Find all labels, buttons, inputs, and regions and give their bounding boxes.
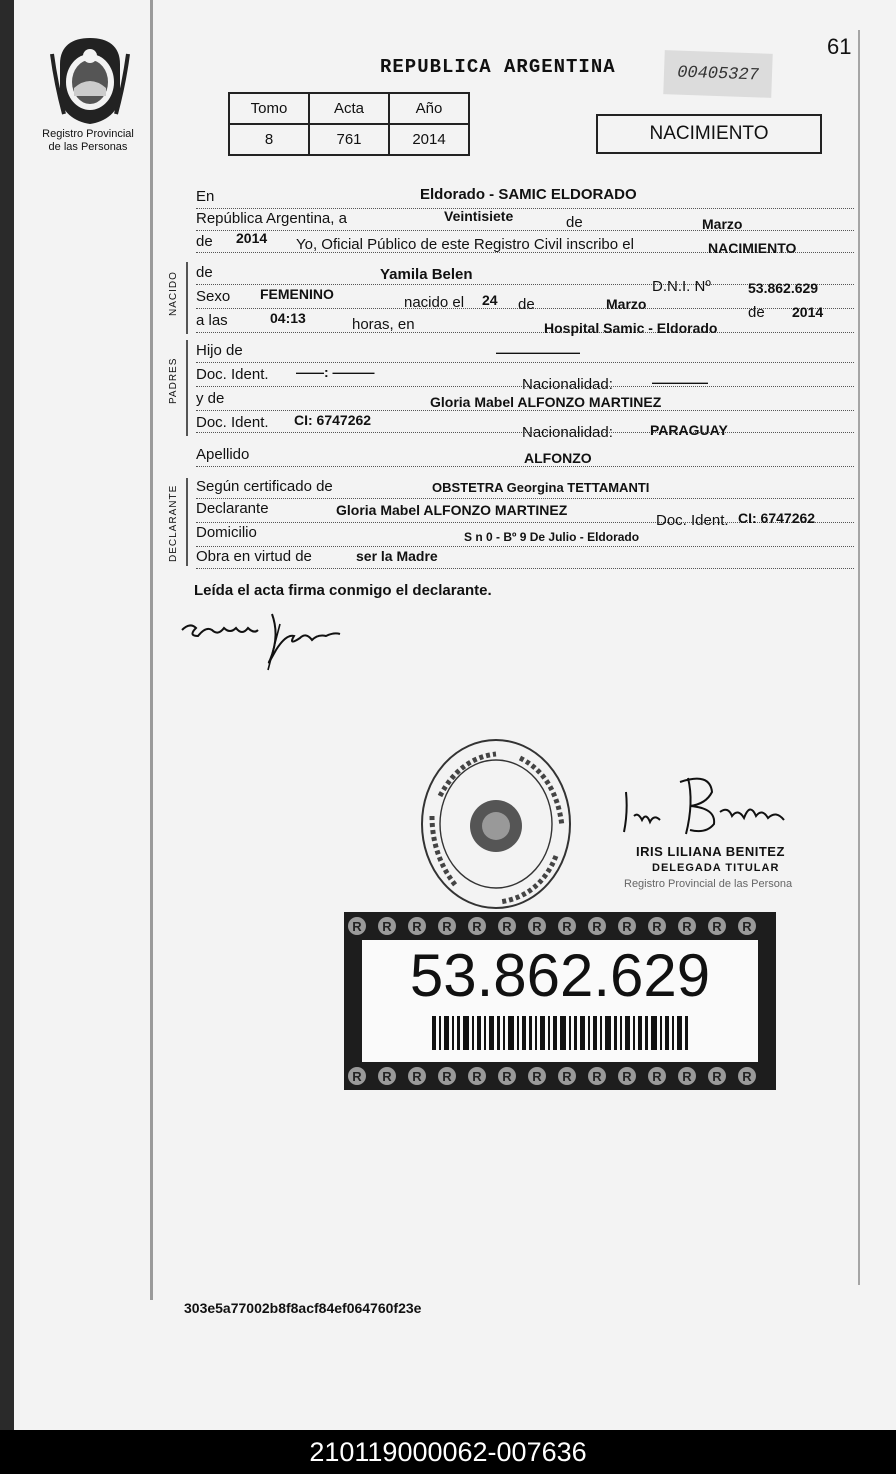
row-mother <box>196 388 854 411</box>
value-declarante-doc: CI: 6747262 <box>738 510 816 526</box>
row-mother-doc <box>196 410 854 441</box>
label-hijo-de: Hijo de <box>196 342 243 359</box>
header-tomo: Tomo <box>229 93 309 124</box>
document-hash: 303e5a77002b8f8acf84ef064760f23e <box>184 1300 422 1316</box>
registry-caption-line1: Registro Provincial <box>42 128 134 140</box>
value-birth-time: 04:13 <box>270 310 306 326</box>
label-sexo: Sexo <box>196 288 231 305</box>
r-pattern-icon: R <box>528 917 546 935</box>
r-pattern-icon: R <box>738 917 756 935</box>
value-tomo: 8 <box>229 124 309 155</box>
page-number: 61 <box>827 34 852 59</box>
serial-number: 00405327 <box>663 50 772 98</box>
r-pattern-icon: R <box>618 1067 636 1085</box>
value-domicilio: S n 0 - Bº 9 De Julio - Eldorado <box>464 530 640 544</box>
value-apellido: ALFONZO <box>524 450 592 466</box>
closing-statement: Leída el acta firma conmigo el declarante. <box>194 582 492 599</box>
r-pattern-icon: R <box>648 917 666 935</box>
value-father: —————— <box>496 344 580 360</box>
r-pattern-icon: R <box>378 917 396 935</box>
r-pattern-icon: R <box>588 1067 606 1085</box>
section-label-declarante: DECLARANTE <box>168 484 179 562</box>
label-segun: Según certificado de <box>196 478 333 495</box>
label-doc-ident2: Doc. Ident. <box>196 414 269 431</box>
label-obra: Obra en virtud de <box>196 548 312 565</box>
value-mother: Gloria Mabel ALFONZO MARTINEZ <box>430 394 662 410</box>
value-month: Marzo <box>702 216 743 232</box>
official-title: DELEGADA TITULAR <box>652 862 780 874</box>
value-anio: 2014 <box>389 124 469 155</box>
r-pattern-icon: R <box>438 917 456 935</box>
value-father-doc: ——: ——— <box>296 364 375 380</box>
footer-id: 210119000062-007636 <box>0 1430 896 1474</box>
section-label-nacido: NACIDO <box>168 271 179 316</box>
label-republica: República Argentina, a <box>196 210 347 227</box>
value-obra: ser la Madre <box>356 548 438 564</box>
label-doc-ident3: Doc. Ident. <box>656 512 729 529</box>
r-pattern-icon: R <box>348 917 366 935</box>
value-year: 2014 <box>236 230 268 246</box>
value-birth-day: 24 <box>482 292 498 308</box>
barcode-number: 53.862.629 <box>409 942 711 1009</box>
value-declarante: Gloria Mabel ALFONZO MARTINEZ <box>336 502 568 518</box>
r-pattern-icon: R <box>588 917 606 935</box>
scan-edge <box>0 0 14 1430</box>
r-pattern-icon: R <box>738 1067 756 1085</box>
label-y-de: y de <box>196 390 225 407</box>
r-pattern-icon: R <box>378 1067 396 1085</box>
label-apellido: Apellido <box>196 446 250 463</box>
label-de-name: de <box>196 264 213 281</box>
label-domicilio: Domicilio <box>196 524 257 541</box>
r-pattern-icon: R <box>498 1067 516 1085</box>
row-anio <box>196 230 854 256</box>
row-certificado <box>196 476 854 499</box>
r-pattern-icon: R <box>498 917 516 935</box>
r-pattern-icon: R <box>678 917 696 935</box>
r-pattern-icon: R <box>708 1067 726 1085</box>
value-acta: 761 <box>309 124 389 155</box>
label-a-las: a las <box>196 312 228 329</box>
document-type-box: NACIMIENTO <box>596 114 822 154</box>
value-dni: 53.862.629 <box>748 280 819 296</box>
barcode-inner <box>362 940 758 1062</box>
page-edge-line <box>858 30 860 1285</box>
row-republica <box>196 208 854 231</box>
r-pattern-icon: R <box>528 1067 546 1085</box>
page-title: REPUBLICA ARGENTINA <box>380 56 616 78</box>
registry-caption-line2: de las Personas <box>48 141 128 153</box>
section-divider-padres <box>186 340 188 436</box>
r-pattern-icon: R <box>618 917 636 935</box>
official-registry: Registro Provincial de las Persona <box>624 878 793 890</box>
inscription-text: Yo, Oficial Público de este Registro Civil inscribo el <box>296 236 634 253</box>
label-nacido-el: nacido el <box>404 294 465 311</box>
row-domicilio <box>196 524 854 547</box>
value-father-nat: ———— <box>652 374 708 390</box>
value-child-name: Yamila Belen <box>380 266 473 283</box>
table-header-row <box>229 93 469 124</box>
row-nacido-hora <box>196 310 854 336</box>
label-nacionalidad: Nacionalidad: <box>522 376 613 393</box>
value-mother-nat: PARAGUAY <box>650 422 728 438</box>
row-father-doc <box>196 364 854 393</box>
label-horas-en: horas, en <box>352 316 415 333</box>
label-de-year: de <box>196 233 213 250</box>
value-mother-doc: CI: 6747262 <box>294 412 372 428</box>
declarant-signature <box>176 606 356 674</box>
r-pattern-icon: R <box>558 1067 576 1085</box>
header-acta: Acta <box>309 93 389 124</box>
r-pattern-icon: R <box>348 1067 366 1085</box>
r-pattern-icon: R <box>708 917 726 935</box>
registry-seal-stamp-icon <box>416 736 576 916</box>
official-name: IRIS LILIANA BENITEZ <box>636 844 785 859</box>
label-doc-ident: Doc. Ident. <box>196 366 269 383</box>
value-en: Eldorado - SAMIC ELDORADO <box>420 186 637 203</box>
table-row <box>229 124 469 155</box>
r-pattern-icon: R <box>468 1067 486 1085</box>
row-apellido <box>196 444 854 467</box>
label-dni: D.N.I. Nº <box>652 278 711 295</box>
registry-caption <box>28 128 148 154</box>
value-day: Veintisiete <box>444 208 514 224</box>
record-meta-table <box>228 92 470 156</box>
label-en: En <box>196 188 215 205</box>
row-declarante <box>196 500 854 529</box>
value-birth-month: Marzo <box>606 296 647 312</box>
binding-line <box>150 0 153 1300</box>
r-pattern-icon: R <box>468 917 486 935</box>
r-pattern-icon: R <box>678 1067 696 1085</box>
value-act: NACIMIENTO <box>708 240 797 256</box>
label-de-year2: de <box>748 304 765 321</box>
section-divider-declarante <box>186 478 188 566</box>
r-pattern-icon: R <box>408 1067 426 1085</box>
row-hijo-de <box>196 340 854 363</box>
barcode-label <box>344 912 776 1090</box>
r-pattern-icon: R <box>558 917 576 935</box>
value-sexo: FEMENINO <box>260 286 334 302</box>
label-nacionalidad2: Nacionalidad: <box>522 424 613 441</box>
r-pattern-icon: R <box>648 1067 666 1085</box>
value-birth-year: 2014 <box>792 304 824 320</box>
label-de: de <box>566 214 583 231</box>
value-birth-place: Hospital Samic - Eldorado <box>544 320 718 336</box>
official-signature <box>620 772 790 840</box>
r-pattern-icon: R <box>438 1067 456 1085</box>
label-declarante: Declarante <box>196 500 269 517</box>
value-certificado: OBSTETRA Georgina TETTAMANTI <box>432 480 650 495</box>
label-de-month: de <box>518 296 535 313</box>
r-pattern-icon: R <box>408 917 426 935</box>
section-label-padres: PADRES <box>168 357 179 404</box>
header-anio: Año <box>389 93 469 124</box>
section-divider-nacido <box>186 262 188 334</box>
barcode-icon <box>432 1016 688 1050</box>
row-en <box>196 186 854 209</box>
row-obra <box>196 546 854 569</box>
misiones-coat-of-arms-icon <box>50 34 130 126</box>
